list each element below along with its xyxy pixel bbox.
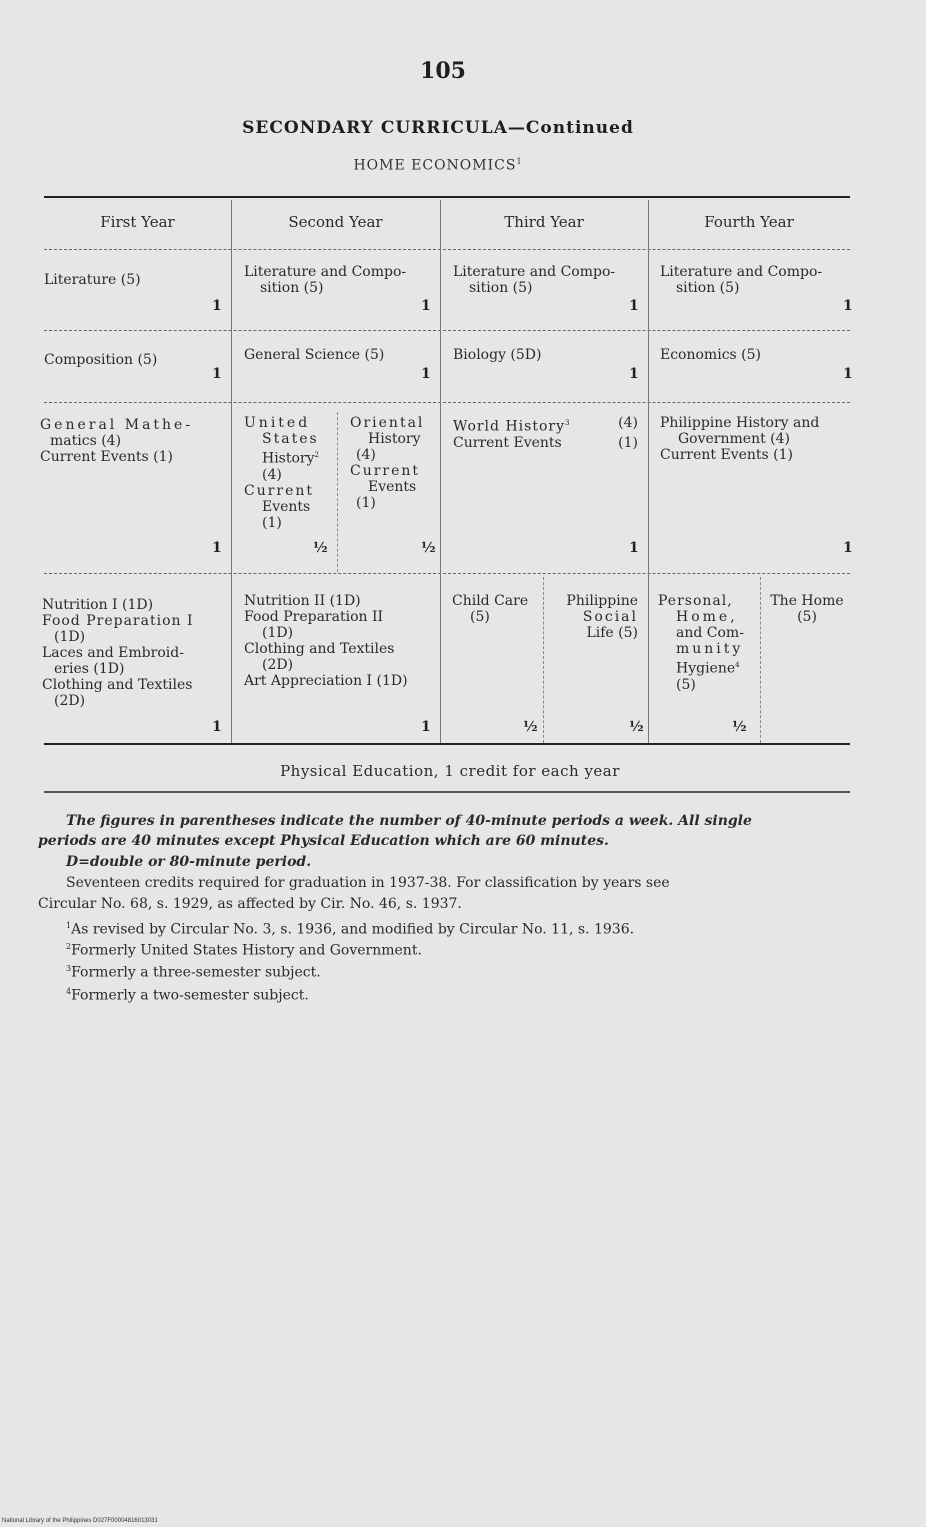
cell-philippine-history: Philippine History and Government (4) Current Events (1) (660, 415, 820, 463)
cell-economics: Economics (5) (660, 347, 761, 363)
footnote-marker: 1 (66, 921, 72, 930)
cell-literature-composition: Literature and Compo- sition (5) (453, 264, 616, 296)
page-number: 105 (420, 58, 466, 84)
subcolumn-divider (543, 577, 544, 743)
cell-the-home: The Home (5) (770, 593, 844, 625)
header-divider (44, 249, 850, 250)
cell-literature-composition: Literature and Compo- sition (5) (244, 264, 407, 296)
subcolumn-divider (760, 577, 761, 743)
note-credits-continued: Circular No. 68, s. 1929, as affected by Cir. No. 46, s. 1937. (38, 896, 462, 912)
cell-oriental-history: Oriental History (4) Current Events (1) (350, 415, 425, 511)
cell-nutrition-ii: Nutrition II (1D) Food Preparation II (1D) Clothing and Textiles (2D) Art Appreciation I (1D) (244, 593, 408, 689)
footnote-marker: 3 (564, 419, 570, 427)
column-divider (231, 200, 232, 743)
credit-value: ½ (629, 719, 644, 735)
footnote-marker: 2 (314, 451, 319, 459)
row-divider (44, 330, 850, 331)
cell-general-mathematics: General Mathe- matics (4) Current Events (1) (40, 417, 194, 465)
cell-literature: Literature (5) (44, 272, 141, 288)
credit-value: 1 (212, 298, 222, 314)
footnote-3: $^3$Formerly a three-semester subject. (66, 964, 321, 981)
column-header-second-year: Second Year (288, 213, 383, 231)
cell-nutrition-i: Nutrition I (1D) Food Preparation I (1D) Laces and Embroid- eries (1D) Clothing and Textiles (2D) (42, 597, 194, 709)
cell-united-states-history: United States History$^2$ (4) Current Events (1) (244, 415, 319, 531)
credit-value: 1 (629, 298, 639, 314)
cell-personal-home-community-hygiene: Personal, Home, and Com- munity Hygiene$^4$ (5) (658, 593, 744, 693)
page-title: SECONDARY CURRICULA—Continued (242, 118, 634, 138)
footnote-marker: 4 (735, 661, 740, 669)
credit-value: 1 (421, 366, 431, 382)
column-divider (440, 200, 441, 743)
credit-value: 1 (843, 366, 853, 382)
credit-value: 1 (421, 298, 431, 314)
footnote-2: $^2$Formerly United States History and Government. (66, 942, 422, 959)
archive-stamp: National Library of the Philippines D027F00004816013031 (2, 1518, 158, 1524)
cell-biology: Biology (5D) (453, 347, 542, 363)
credit-value: 1 (212, 719, 222, 735)
subcolumn-divider (337, 412, 338, 572)
cell-general-science: General Science (5) (244, 347, 385, 363)
physical-education-note: Physical Education, 1 credit for each year (280, 762, 620, 780)
credit-value: 1 (212, 366, 222, 382)
credit-value: 1 (843, 298, 853, 314)
credit-value: 1 (629, 540, 639, 556)
table-bottom-rule (44, 743, 850, 745)
column-divider (648, 200, 649, 743)
credit-value: ½ (732, 719, 747, 735)
cell-composition: Composition (5) (44, 352, 158, 368)
column-header-third-year: Third Year (504, 213, 584, 231)
note-periods: The figures in parentheses indicate the number of 40-minute periods a week. All single (66, 813, 752, 829)
note-periods-continued: periods are 40 minutes except Physical Education which are 60 minutes. (38, 833, 609, 849)
cell-literature-composition: Literature and Compo- sition (5) (660, 264, 823, 296)
table-top-rule (44, 196, 850, 198)
footnote-4: $^4$Formerly a two-semester subject. (66, 987, 309, 1004)
cell-child-care: Child Care (5) (452, 593, 529, 625)
footnote-marker: 1 (516, 157, 523, 166)
footnote-1: $^1$As revised by Circular No. 3, s. 1936, and modified by Circular No. 11, s. 1936. (66, 921, 635, 938)
cell-world-history: World History$^3$ (4) Current Events (1) (453, 415, 638, 451)
column-header-fourth-year: Fourth Year (704, 213, 794, 231)
credit-value: ½ (313, 540, 328, 556)
credit-value: 1 (421, 719, 431, 735)
pe-bottom-rule (44, 791, 850, 793)
footnote-marker: 2 (66, 942, 72, 951)
row-divider (44, 573, 850, 574)
note-credits: Seventeen credits required for graduation in 1937-38. For classification by years see (66, 875, 670, 891)
credit-value: ½ (421, 540, 436, 556)
credit-value: 1 (843, 540, 853, 556)
note-double-period: D=double or 80-minute period. (66, 854, 312, 870)
footnote-marker: 4 (66, 987, 72, 996)
credit-value: ½ (523, 719, 538, 735)
footnote-marker: 3 (66, 964, 72, 973)
column-header-first-year: First Year (100, 213, 175, 231)
credit-value: 1 (212, 540, 222, 556)
cell-philippine-social-life: Philippine Social Life (5) (566, 593, 638, 641)
credit-value: 1 (629, 366, 639, 382)
section-subtitle: HOME ECONOMICS$^1$ (353, 157, 523, 174)
row-divider (44, 402, 850, 403)
